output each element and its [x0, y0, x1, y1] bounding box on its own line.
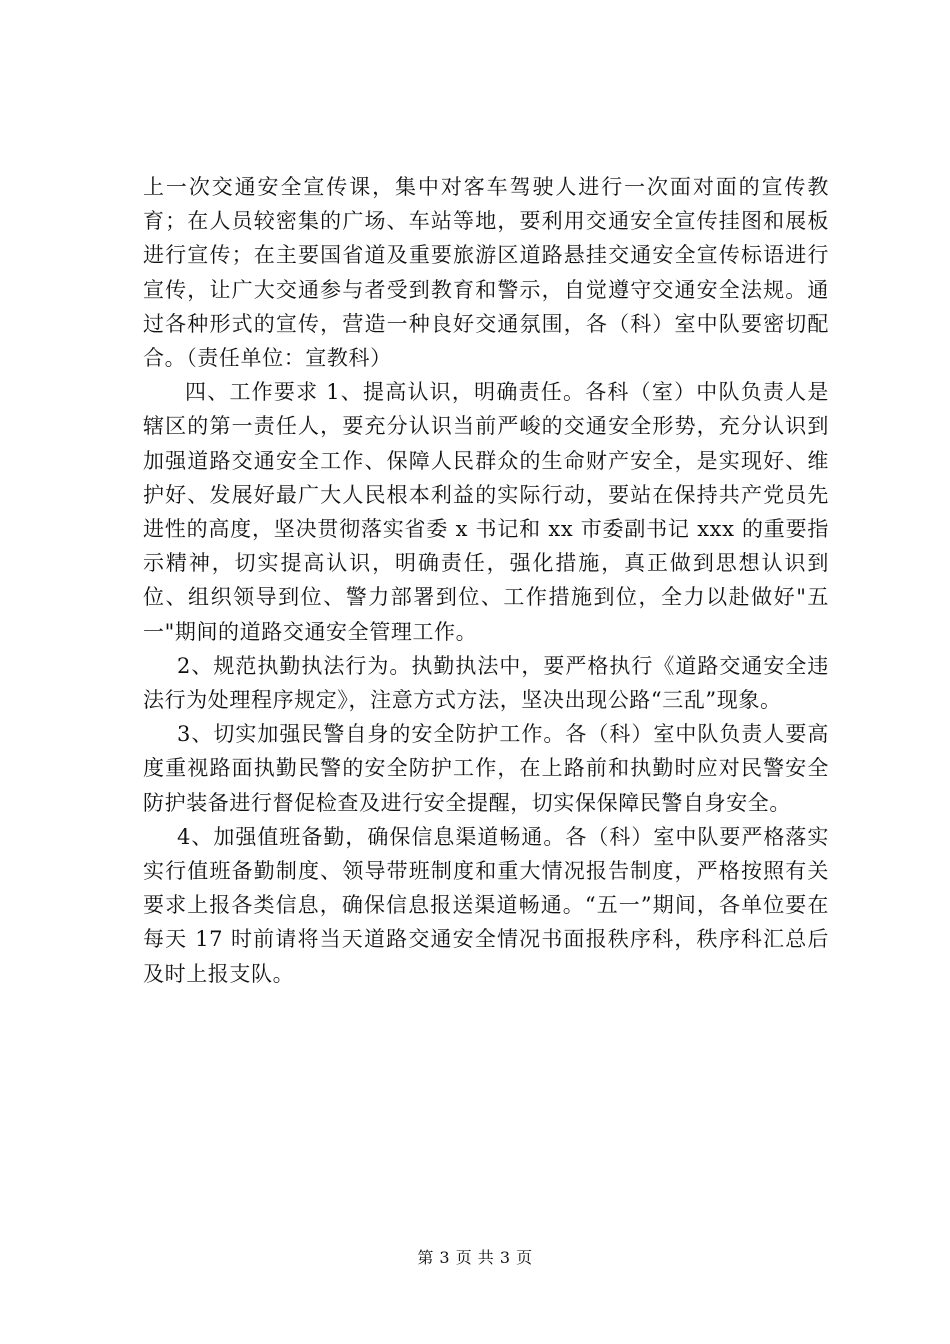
paragraph-law-enforcement: 2、规范执勤执法行为。执勤执法中，要严格执行《道路交通安全违法行为处理程序规定》，注意方式方法，坚决出现公路“三乱”现象。: [143, 653, 829, 713]
document-body: [143, 170, 829, 991]
paragraph-work-requirements: 四、工作要求 1、提高认识，明确责任。各科（室）中队负责人是辖区的第一责任人，要充分认识当前严峻的交通安全形势，充分认识到加强道路交通安全工作、保障人民群众的生命财产安全，是实现好、维护好、发展好最广大人民根本利益的实际行动，要站在保持共产党员先进性的高度，坚决贯彻落实省委 x 书记和 xx 市委副书记 xxx 的重要指示精神，切实提高认识，明确责任，强化措施，真正做到思想认识到位、组织领导到位、警力部署到位、工作措施到位，全力以赴做好"五一"期间的道路交通安全管理工作。: [143, 380, 829, 644]
paragraph-duty-standby: 4、加强值班备勤，确保信息渠道畅通。各（科）室中队要严格落实实行值班备勤制度、领导带班制度和重大情况报告制度，严格按照有关要求上报各类信息，确保信息报送渠道畅通。“五一”期间，各单位要在每天 17 时前请将当天道路交通安全情况书面报秩序科，秩序科汇总后及时上报支队。: [143, 824, 829, 986]
paragraph-officer-safety: 3、切实加强民警自身的安全防护工作。各（科）室中队负责人要高度重视路面执勤民警的安全防护工作，在上路前和执勤时应对民警安全防护装备进行督促检查及进行安全提醒，切实保保障民警自身安全。: [143, 722, 829, 815]
paragraph-publicity-continued: 上一次交通安全宣传课，集中对客车驾驶人进行一次面对面的宣传教育；在人员较密集的广场、车站等地，要利用交通安全宣传挂图和展板进行宣传；在主要国省道及重要旅游区道路悬挂交通安全宣传标语进行宣传，让广大交通参与者受到教育和警示，自觉遵守交通安全法规。通过各种形式的宣传，营造一种良好交通氛围，各（科）室中队要密切配合。（责任单位：宣教科）: [143, 175, 829, 371]
page-footer: 第 3 页 共 3 页: [417, 1248, 533, 1267]
